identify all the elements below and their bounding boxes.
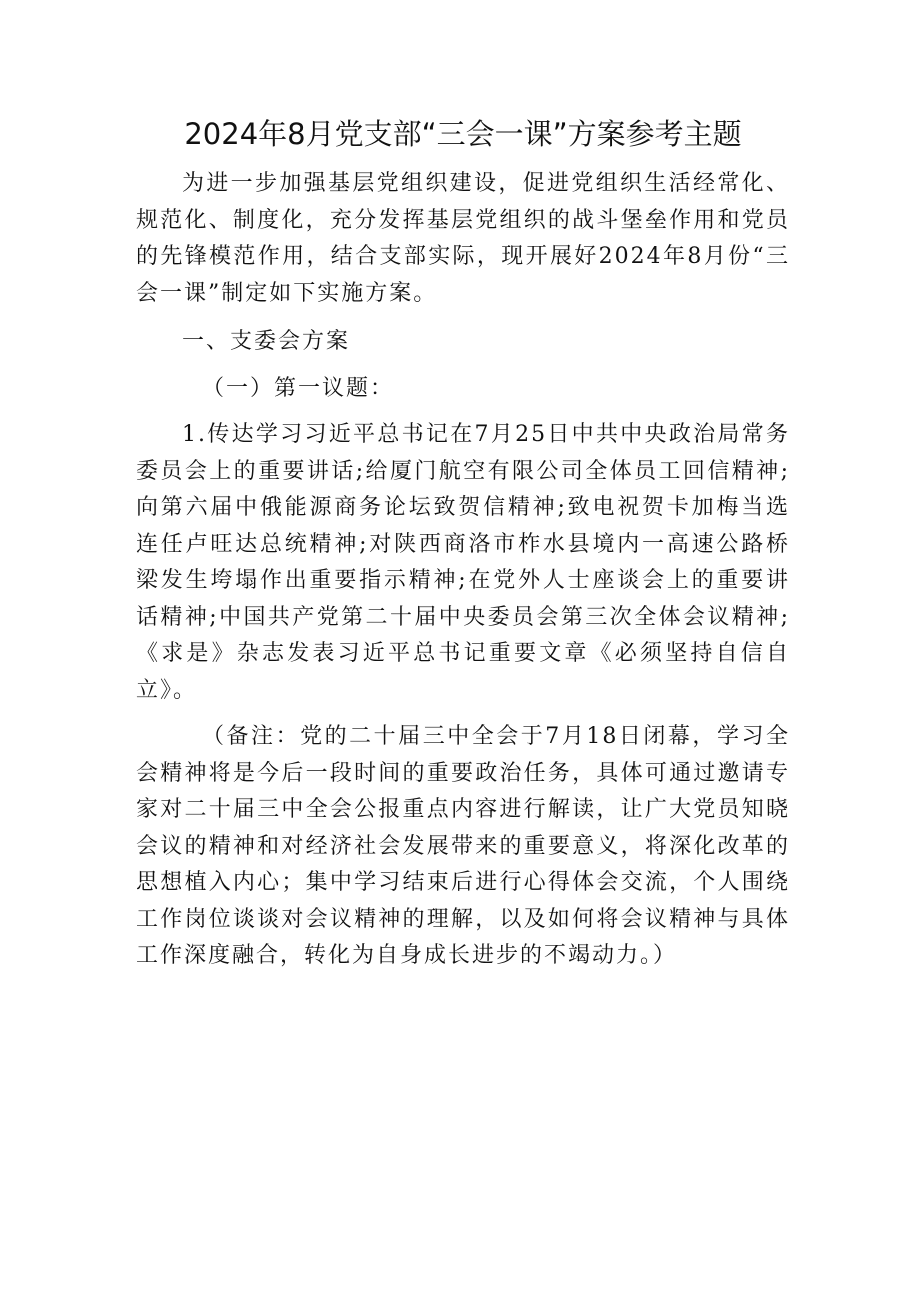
document-title: 2024年8月党支部“三会一课”方案参考主题 xyxy=(184,117,742,151)
item-1-paragraph: 1.传达学习习近平总书记在7月25日中共中央政治局常务委员会上的重要讲话;给厦门航空有限公司全体员工回信精神;向第六届中俄能源商务论坛致贺信精神;致电祝贺卡加梅当选连任卢旺达总统精神;对陕西商洛市柞水县境内一高速公路桥梁发生垮塌作出重要指示精神;在党外人士座谈会上的重要讲话精神;中国共产党第二十届中央委员会第三次全体会议精神;《求是》杂志发表习近平总书记重要文章《必须坚持自信自立》。 xyxy=(136,422,790,703)
note-paragraph: （备注：党的二十届三中全会于7月18日闭幕，学习全会精神将是今后一段时间的重要政治任务，具体可通过邀请专家对二十届三中全会公报重点内容进行解读，让广大党员知晓会议的精神和对经济社会发展带来的重要意义，将深化改革的思想植入内心；集中学习结束后进行心得体会交流，个人围绕工作岗位谈谈对会议精神的理解，以及如何将会议精神与具体工作深度融合，转化为自身成长进步的不竭动力。） xyxy=(136,724,790,968)
intro-paragraph: 为进一步加强基层党组织建设，促进党组织生活经常化、规范化、制度化，充分发挥基层党组织的战斗堡垒作用和党员的先锋模范作用，结合支部实际，现开展好2024年8月份“三会一课”制定如下实施方案。 xyxy=(136,171,790,306)
section-heading-committee-plan: 一、支委会方案 xyxy=(182,329,351,354)
subsection-heading-first-topic: （一）第一议题： xyxy=(202,375,395,401)
